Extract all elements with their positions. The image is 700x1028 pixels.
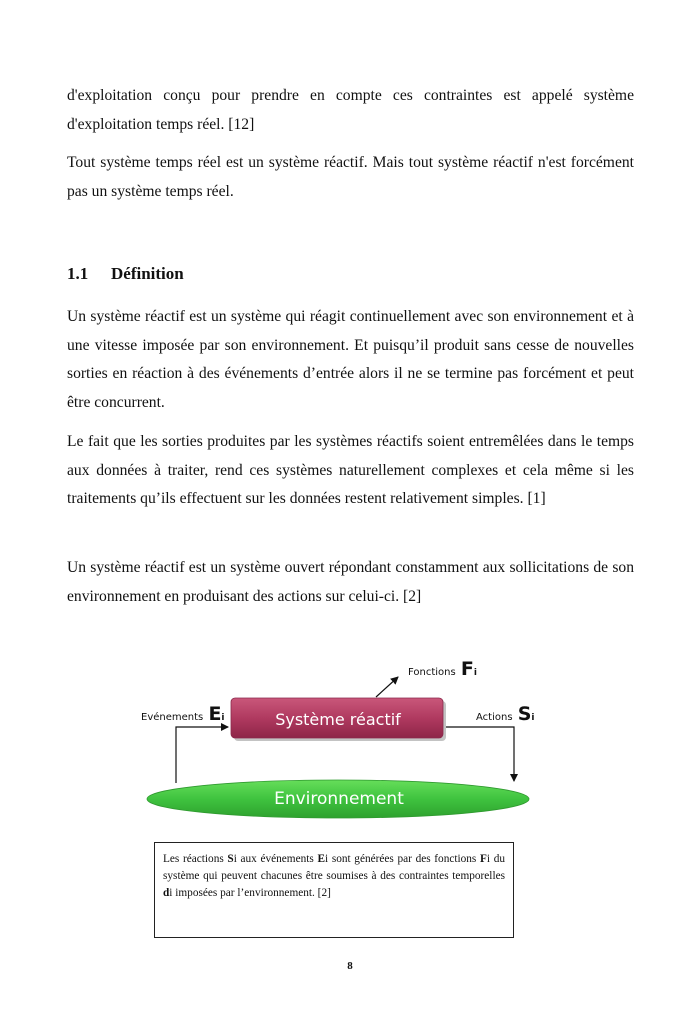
actions-arrow bbox=[446, 727, 514, 781]
section-title: Définition bbox=[111, 264, 184, 283]
figure-caption: Les réactions Si aux événements Ei sont générées par des fonctions Fi du système qui peuvent chacunes être soumises à des contraintes temporelles di imposées par l’environnement. [2] bbox=[154, 842, 514, 938]
events-label: Evénements Ei bbox=[141, 703, 225, 725]
paragraph-definition: Un système réactif est un système qui réagit continuellement avec son environnement et à une vitesse imposée par son environnement. Et puisqu’il produit sans cesse de nouvelles sorties en réaction à des événements d’entrée alors il ne se termine pas forcément et peut être concurrent. bbox=[67, 308, 634, 411]
functions-arrow bbox=[376, 677, 398, 697]
page-number: 8 bbox=[347, 960, 353, 972]
paragraph-reactive-vs-realtime: Tout système temps réel est un système réactif. Mais tout système réactif n'est forcément pas un système temps réel. bbox=[67, 154, 634, 200]
actions-label: Actions Si bbox=[476, 703, 535, 725]
section-number: 1.1 bbox=[67, 264, 89, 283]
system-label: Système réactif bbox=[275, 709, 401, 729]
paragraph-intro: d'exploitation conçu pour prendre en compte ces contraintes est appelé système d'exploitation temps réel. [12] bbox=[67, 87, 634, 133]
events-arrow bbox=[176, 727, 228, 783]
functions-label: Fonctions Fi bbox=[408, 658, 477, 680]
environment-label: Environnement bbox=[274, 789, 404, 809]
paragraph-complexity: Le fait que les sorties produites par les systèmes réactifs soient entremêlées dans le temps aux données à traiter, rend ces systèmes naturellement complexes et cela même si les traitements qu’ils effectuent sur les données restent relativement simples. [1] bbox=[67, 433, 634, 507]
paragraph-open-system: Un système réactif est un système ouvert répondant constamment aux sollicitations de son environnement en produisant des actions sur celui-ci. [2] bbox=[67, 559, 634, 605]
